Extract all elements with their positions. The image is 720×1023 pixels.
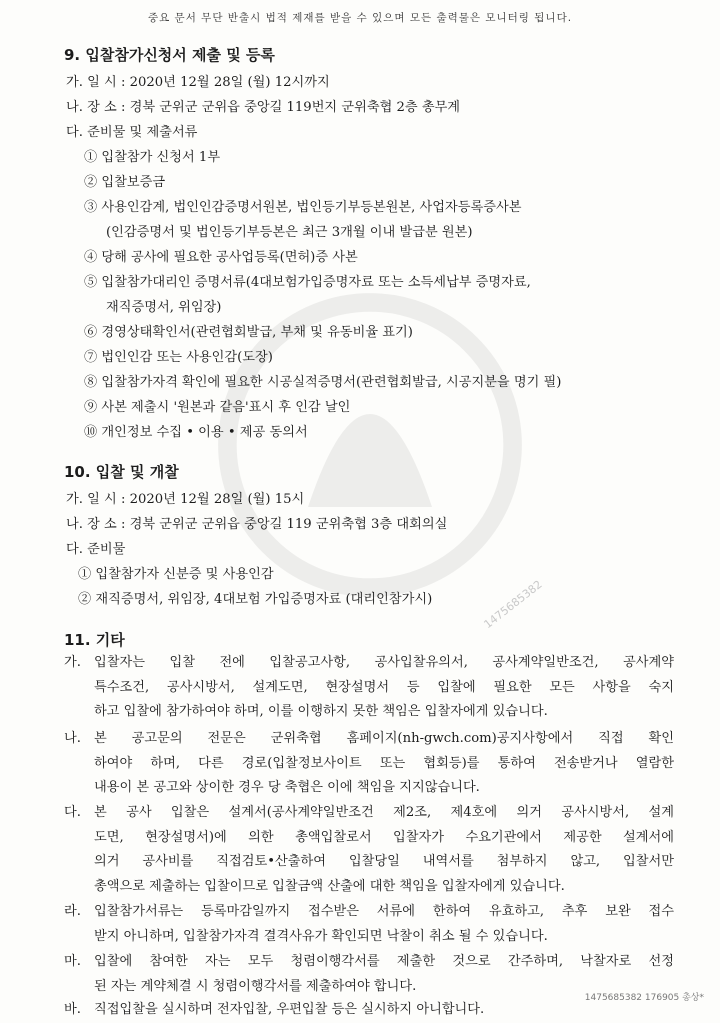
section11-para-ma: [64, 950, 674, 999]
section9-item: ① 입찰참가 신청서 1부: [84, 150, 221, 165]
para-label: 가.: [64, 655, 81, 670]
section9-item: ⑥ 경영상태확인서(관련협회발급, 부채 및 유동비율 표기): [84, 325, 413, 340]
section9-item-cont: 재직증명서, 위임장): [106, 300, 222, 315]
section9-item: ④ 당해 공사에 필요한 공사업등록(면허)증 사본: [84, 250, 358, 265]
para-line: 특수조건, 공사시방서, 설계도면, 현장설명서 등 입찰에 필요한 모든 사항을 숙지: [94, 679, 674, 695]
para-line: 의거 공사비를 직접검토•산출하여 입찰당일 내역서를 첨부하지 않고, 입찰서만: [94, 854, 674, 869]
section9-item: ⑨ 사본 제출시 '원본과 같음'표시 후 인감 날인: [84, 400, 351, 415]
footer-id: 1475685382 176905 총상*: [584, 993, 704, 1003]
para-line: 하고 입찰에 참가하여야 하며, 이를 이행하지 못한 책임은 입찰자에게 있습니다.: [94, 704, 548, 719]
section9-item: ③ 사용인감계, 법인인감증명서원본, 법인등기부등본원본, 사업자등록증사본: [84, 200, 522, 215]
para-line: 받지 아니하며, 입찰참가자격 결격사유가 확인되면 낙찰이 취소 될 수 있습니다.: [94, 928, 548, 944]
section11-para-ba: [64, 998, 674, 1023]
para-label: 다.: [64, 805, 81, 820]
para-line: 입찰에 참여한 자는 모두 청렴이행각서를 제출한 것으로 간주하며, 낙찰자로 선정: [94, 954, 674, 969]
para-line: 하여야 하며, 다른 경로(입찰정보사이트 또는 협회등)를 통하여 전송받거나 열람한: [94, 755, 674, 771]
section11-para-ga: [64, 651, 674, 725]
section9-item: ⑩ 개인정보 수집 • 이용 • 제공 동의서: [84, 425, 308, 440]
section9-item: ⑧ 입찰참가자격 확인에 필요한 시공실적증명서(관련협회발급, 시공지분을 명기 필): [84, 375, 562, 390]
para-line: 총액으로 제출하는 입찰이므로 입찰금액 산출에 대한 책임을 입찰자에게 있습니다.: [94, 878, 565, 894]
para-line: 직접입찰을 실시하며 전자입찰, 우편입찰 등은 실시하지 아니합니다.: [94, 1002, 485, 1017]
section11-para-ra: [64, 900, 674, 949]
section11-title: 11. 기타: [64, 631, 125, 649]
section9-place: 나. 장 소 : 경북 군위군 군위읍 중앙길 119번지 군위축협 2층 총무계: [66, 100, 461, 115]
section10-place: 나. 장 소 : 경북 군위군 군위읍 중앙길 119 군위축협 3층 대회의실: [66, 517, 448, 532]
section10-prep: 다. 준비물: [66, 542, 126, 557]
para-line: 본 공고문의 전문은 군위축협 홈페이지(nh-gwch.com)공지사항에서 직접 확인: [94, 731, 674, 746]
para-label: 마.: [64, 954, 81, 969]
para-label: 나.: [64, 731, 81, 746]
section9-prep: 다. 준비물 및 제출서류: [66, 125, 198, 140]
para-line: 된 자는 계약체결 시 청렴이행각서를 제출하여야 합니다.: [94, 978, 417, 994]
para-line: 도면, 현장설명서)에 의한 총액입찰로서 입찰자가 수요기관에서 제공한 설계서에: [94, 829, 674, 845]
security-notice: 중요 문서 무단 반출시 법적 제재를 받을 수 있으며 모든 출력물은 모니터링 됩니다.: [147, 12, 573, 24]
section9-date: 가. 일 시 : 2020년 12월 28일 (월) 12시까지: [66, 75, 330, 90]
watermark-id: 1475685382: [481, 577, 545, 632]
para-label: 라.: [64, 904, 81, 919]
section10-item: ② 재직증명서, 위임장, 4대보험 가입증명자료 (대리인참가시): [78, 592, 433, 607]
section9-title: 9. 입찰참가신청서 제출 및 등록: [64, 46, 275, 64]
section10-title: 10. 입찰 및 개찰: [64, 463, 179, 481]
section9-item: ⑦ 법인인감 또는 사용인감(도장): [84, 350, 273, 365]
para-line: 입찰자는 입찰 전에 입찰공고사항, 공사입찰유의서, 공사계약일반조건, 공사계약: [94, 655, 674, 670]
section9-item-cont: (인감증명서 및 법인등기부등본은 최근 3개월 이내 발급분 원본): [106, 225, 473, 240]
section11-para-na: [64, 727, 674, 801]
section11-para-da: [64, 801, 674, 899]
para-line: 본 공사 입찰은 설계서(공사계약일반조건 제2조, 제4호에 의거 공사시방서, 설계: [94, 805, 674, 820]
para-line: 내용이 본 공고와 상이한 경우 당 축협은 이에 책임을 지지않습니다.: [94, 780, 480, 795]
section10-date: 가. 일 시 : 2020년 12월 28일 (월) 15시: [66, 492, 305, 507]
section9-item: ⑤ 입찰참가대리인 증명서류(4대보험가입증명자료 또는 소득세납부 증명자료,: [84, 275, 531, 290]
section10-item: ① 입찰참가자 신분증 및 사용인감: [78, 567, 274, 582]
section9-item: ② 입찰보증금: [84, 175, 166, 190]
para-label: 바.: [64, 1002, 81, 1017]
para-line: 입찰참가서류는 등록마감일까지 접수받은 서류에 한하여 유효하고, 추후 보완 접수: [94, 904, 674, 919]
